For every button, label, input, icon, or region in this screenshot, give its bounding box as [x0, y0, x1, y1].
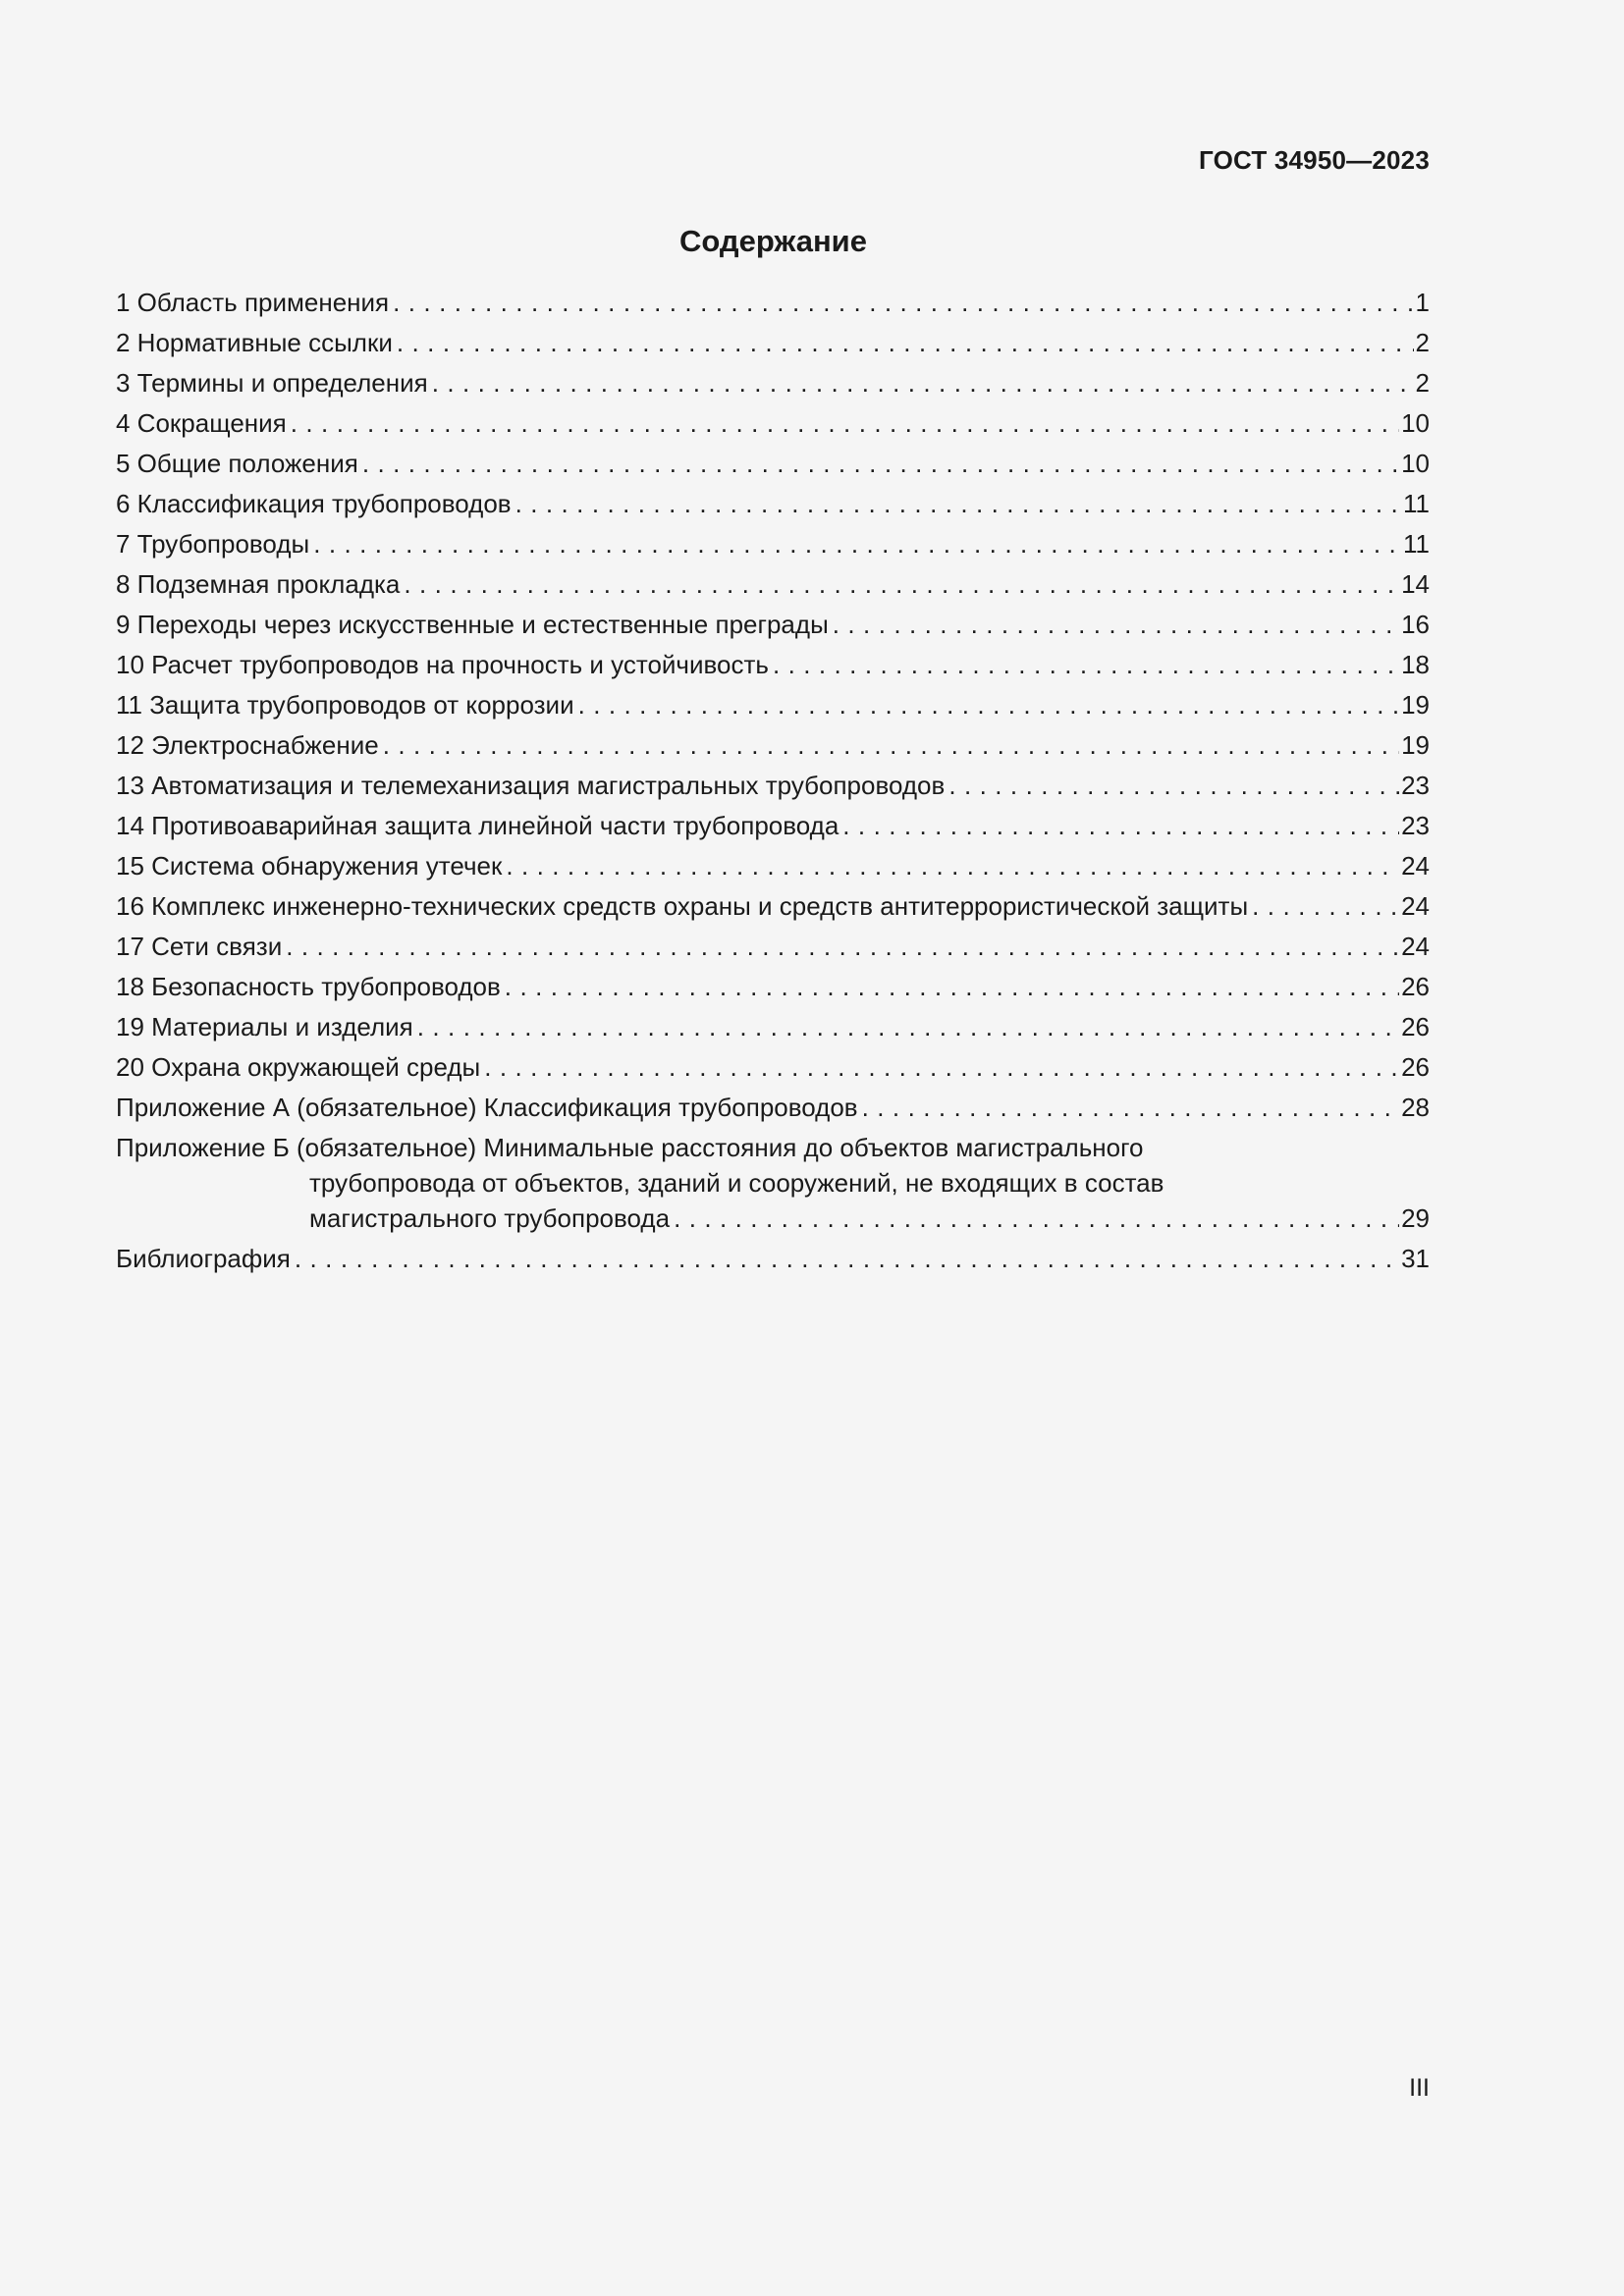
toc-entry[interactable] — [116, 647, 1430, 687]
toc-page-number: 2 — [1415, 368, 1430, 398]
toc-entry-title: 3 Термины и определения — [116, 368, 428, 398]
dot-leader — [1252, 888, 1399, 924]
toc-entry[interactable] — [116, 486, 1430, 526]
toc-page-number: 18 — [1401, 650, 1430, 679]
toc-entry[interactable] — [116, 365, 1430, 405]
table-of-contents — [116, 285, 1430, 1281]
toc-entry[interactable] — [116, 1009, 1430, 1049]
toc-page-number: 28 — [1401, 1093, 1430, 1122]
toc-entry[interactable] — [116, 446, 1430, 486]
dot-leader — [515, 486, 1401, 521]
toc-entry[interactable] — [116, 888, 1430, 929]
toc-page-number: 11 — [1403, 489, 1430, 518]
toc-entry-title: 4 Сокращения — [116, 408, 287, 438]
toc-entry-title: 17 Сети связи — [116, 932, 283, 961]
dot-leader — [674, 1201, 1399, 1236]
toc-entry-title: 9 Переходы через искусственные и естественные преграды — [116, 610, 829, 639]
toc-page-number: 19 — [1401, 690, 1430, 720]
dot-leader — [383, 727, 1399, 763]
toc-entry-title: 5 Общие положения — [116, 449, 358, 478]
toc-entry[interactable] — [116, 808, 1430, 848]
toc-entry-title: 19 Материалы и изделия — [116, 1012, 413, 1041]
toc-page-number: 14 — [1401, 569, 1430, 599]
toc-entry-title: 12 Электроснабжение — [116, 730, 379, 760]
toc-page-number: 24 — [1401, 932, 1430, 961]
toc-page-number: 24 — [1401, 851, 1430, 881]
toc-page-number: 24 — [1401, 891, 1430, 921]
dot-leader — [362, 446, 1399, 481]
dot-leader — [773, 647, 1399, 682]
toc-entry-title: 1 Область применения — [116, 288, 390, 317]
toc-entry-title: 16 Комплекс инженерно-технических средств охраны и средств антитеррористической защиты — [116, 891, 1249, 921]
dot-leader — [948, 768, 1399, 803]
toc-entry-title: 14 Противоаварийная защита линейной части трубопровода — [116, 811, 839, 840]
dot-leader — [862, 1090, 1399, 1125]
toc-page-number: 19 — [1401, 730, 1430, 760]
toc-page-number: 1 — [1415, 288, 1430, 317]
toc-page-number: 10 — [1401, 449, 1430, 478]
toc-entry-title: 8 Подземная прокладка — [116, 569, 401, 599]
dot-leader — [842, 808, 1399, 843]
document-code: ГОСТ 34950—2023 — [1199, 145, 1430, 175]
toc-page-number: 31 — [1401, 1244, 1430, 1273]
dot-leader — [404, 566, 1399, 602]
toc-entry[interactable] — [116, 325, 1430, 365]
toc-entry[interactable] — [116, 929, 1430, 969]
toc-entry-title: 18 Безопасность трубопроводов — [116, 972, 501, 1001]
toc-entry[interactable] — [116, 1241, 1430, 1281]
dot-leader — [313, 526, 1401, 561]
toc-entry[interactable] — [116, 566, 1430, 607]
toc-entry[interactable] — [116, 969, 1430, 1009]
toc-entry[interactable] — [116, 1090, 1430, 1130]
dot-leader — [505, 969, 1399, 1004]
toc-page-number: 26 — [1401, 1052, 1430, 1082]
toc-page-number: 23 — [1401, 811, 1430, 840]
toc-page-number: 11 — [1403, 529, 1430, 559]
toc-title: Содержание — [679, 224, 867, 258]
toc-entry-title: 11 Защита трубопроводов от коррозии — [116, 690, 574, 720]
dot-leader — [397, 325, 1414, 360]
toc-entry[interactable] — [116, 607, 1430, 647]
toc-entry-title: трубопровода от объектов, зданий и сооружений, не входящих в состав — [309, 1168, 1164, 1198]
dot-leader — [432, 365, 1414, 400]
toc-page-number: 16 — [1401, 610, 1430, 639]
dot-leader — [295, 1241, 1399, 1276]
toc-entry[interactable] — [116, 848, 1430, 888]
toc-page-number: 26 — [1401, 1012, 1430, 1041]
dot-leader — [291, 405, 1399, 441]
toc-entry[interactable] — [116, 727, 1430, 768]
toc-entry-title: 2 Нормативные ссылки — [116, 328, 393, 357]
dot-leader — [417, 1009, 1399, 1044]
toc-page-number: 26 — [1401, 972, 1430, 1001]
toc-entry[interactable] — [116, 1049, 1430, 1090]
toc-entry-title: 20 Охрана окружающей среды — [116, 1052, 481, 1082]
dot-leader — [833, 607, 1399, 642]
toc-entry-title: 13 Автоматизация и телемеханизация магистральных трубопроводов — [116, 771, 946, 800]
toc-entry-title: Библиография — [116, 1244, 291, 1273]
toc-entry-title: 15 Система обнаружения утечек — [116, 851, 503, 881]
dot-leader — [506, 848, 1399, 883]
toc-page-number: 23 — [1401, 771, 1430, 800]
page-folio: III — [1409, 2074, 1430, 2102]
toc-entry[interactable] — [116, 285, 1430, 325]
dot-leader — [286, 929, 1399, 964]
toc-entry[interactable] — [116, 687, 1430, 727]
toc-entry-title: Приложение Б (обязательное) Минимальные расстояния до объектов магистрального — [116, 1133, 1144, 1162]
toc-page-number: 2 — [1415, 328, 1430, 357]
toc-entry-title: 7 Трубопроводы — [116, 529, 310, 559]
toc-page-number: 10 — [1401, 408, 1430, 438]
toc-entry-title: Приложение А (обязательное) Классификация трубопроводов — [116, 1093, 858, 1122]
dot-leader — [578, 687, 1399, 722]
toc-entry[interactable] — [116, 1130, 1430, 1236]
toc-entry[interactable] — [116, 526, 1430, 566]
dot-leader — [484, 1049, 1399, 1085]
toc-entry[interactable] — [116, 768, 1430, 808]
toc-entry-title: 6 Классификация трубопроводов — [116, 489, 512, 518]
toc-entry-title: 10 Расчет трубопроводов на прочность и устойчивость — [116, 650, 769, 679]
dot-leader — [393, 285, 1413, 320]
toc-entry[interactable] — [116, 405, 1430, 446]
toc-page-number: 29 — [1401, 1203, 1430, 1233]
toc-entry-title: магистрального трубопровода — [309, 1203, 671, 1233]
